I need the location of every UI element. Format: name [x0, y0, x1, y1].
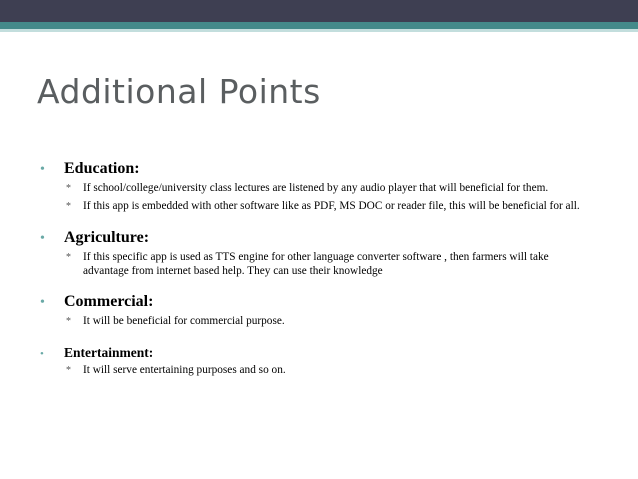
list-item-text: It will serve entertaining purposes and so on.	[83, 364, 286, 376]
list-item-text: If this specific app is used as TTS engine for other language converter software , then farmers will take advantage from internet based help. They can use their knowledge	[83, 251, 549, 277]
bullet-icon: •	[40, 348, 44, 360]
section-heading-text: Commercial:	[64, 293, 154, 310]
sub-bullet-icon: *	[66, 252, 71, 263]
list-item	[66, 181, 548, 196]
list-item	[66, 363, 286, 378]
list-item	[66, 250, 578, 278]
section-heading-commercial	[40, 293, 153, 311]
sub-bullet-icon: *	[66, 183, 71, 194]
slide-title: Additional Points	[37, 72, 321, 111]
section-heading-education	[40, 160, 140, 178]
section-heading-text: Entertainment:	[64, 345, 154, 360]
list-item	[66, 199, 580, 214]
bullet-icon: •	[40, 231, 45, 246]
bullet-icon: •	[40, 162, 45, 177]
sub-bullet-icon: *	[66, 316, 71, 327]
section-heading-text: Agriculture:	[64, 229, 150, 246]
sub-bullet-icon: *	[66, 365, 71, 376]
section-heading-entertainment	[40, 344, 153, 362]
list-item-text: It will be beneficial for commercial purpose.	[83, 315, 285, 327]
section-heading-agriculture	[40, 229, 149, 247]
list-item-text: If this app is embedded with other software like as PDF, MS DOC or reader file, this will be beneficial for all.	[83, 200, 580, 212]
sub-bullet-icon: *	[66, 201, 71, 212]
list-item	[66, 314, 285, 329]
bullet-icon: •	[40, 295, 45, 310]
list-item-text: If school/college/university class lectures are listened by any audio player that will beneficial for them.	[83, 182, 549, 194]
section-heading-text: Education:	[64, 160, 140, 177]
